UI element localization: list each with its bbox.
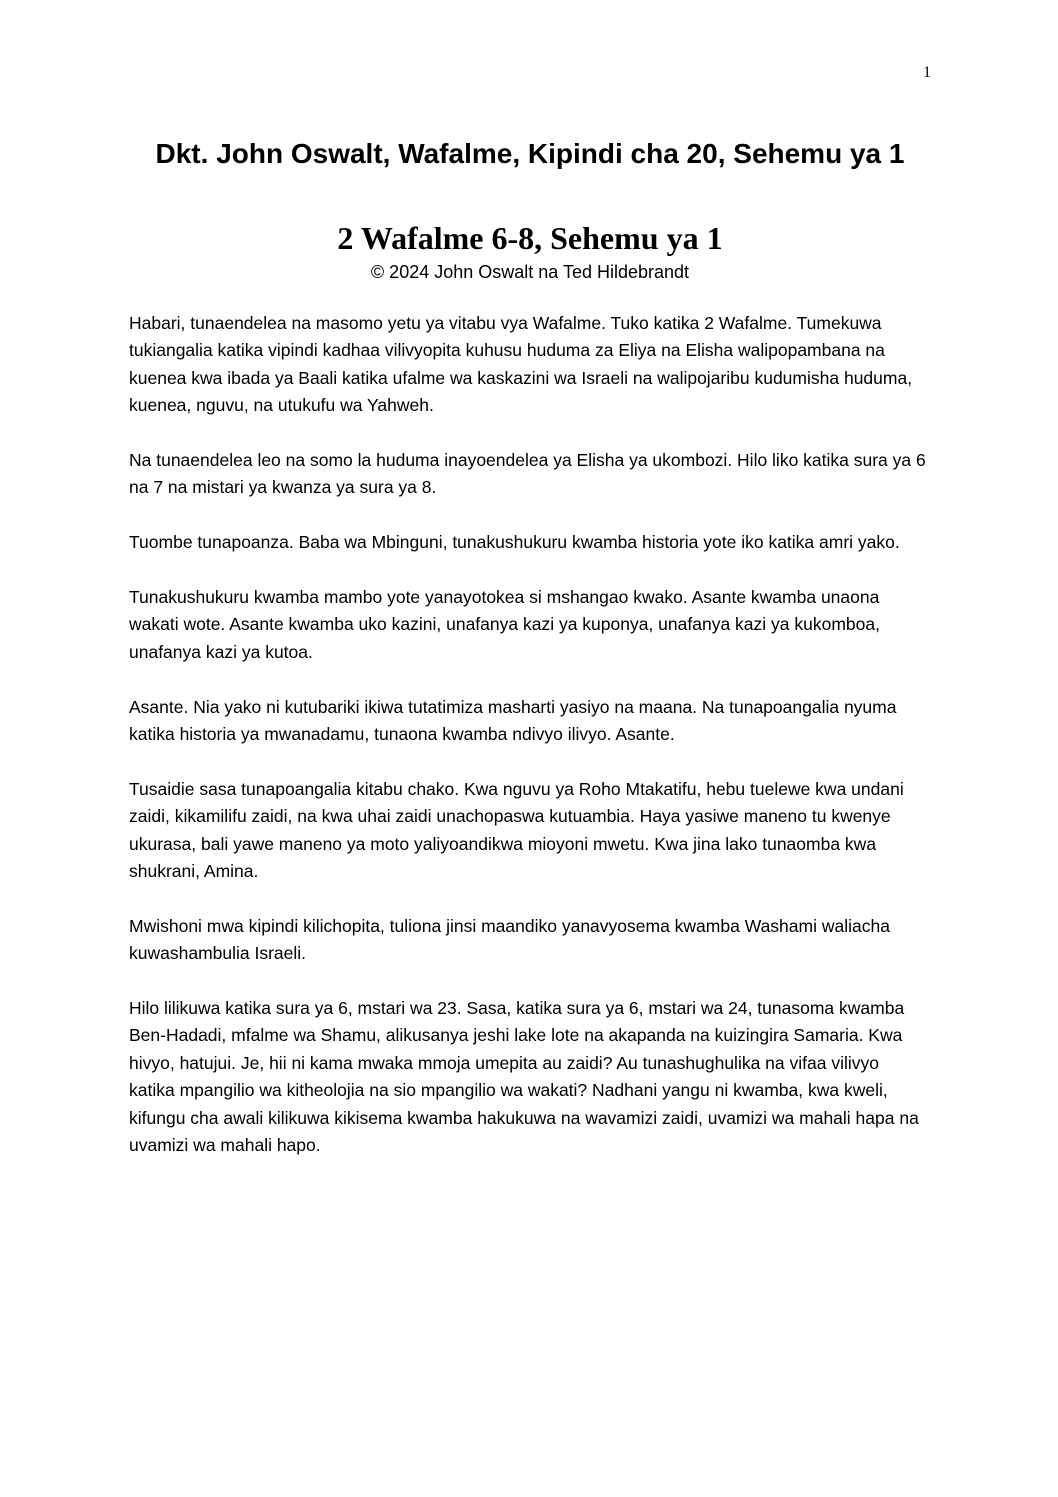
copyright-line: © 2024 John Oswalt na Ted Hildebrandt [370, 262, 690, 282]
paragraph: Na tunaendelea leo na somo la huduma inayoendelea ya Elisha ya ukombozi. Hilo liko katika sura ya 6 na 7 na mistari ya kwanza ya sura ya 8. [129, 450, 926, 498]
document-title: Dkt. John Oswalt, Wafalme, Kipindi cha 20, Sehemu ya 1 [155, 138, 905, 169]
page-number: 1 [923, 64, 931, 81]
paragraph: Asante. Nia yako ni kutubariki ikiwa tutatimiza masharti yasiyo na maana. Na tunapoangalia nyuma katika historia ya mwanadamu, tunaona kwamba ndivyo ilivyo. Asante. [129, 696, 897, 745]
paragraph: Mwishoni mwa kipindi kilichopita, tuliona jinsi maandiko yanavyosema kwamba Washami waliacha kuwashambulia Israeli. [129, 915, 890, 964]
body-text [129, 310, 929, 1187]
paragraph: Tuombe tunapoanza. Baba wa Mbinguni, tunakushukuru kwamba historia yote iko katika amri yako. [129, 532, 900, 553]
paragraph: Hilo lilikuwa katika sura ya 6, mstari wa 23. Sasa, katika sura ya 6, mstari wa 24, tunasoma kwamba Ben-Hadadi, mfalme wa Shamu, alikusanya jeshi lake lote na akapanda na kuizingira Samaria. Kwa hivyo, hatujui. Je, hii ni kama mwaka mmoja umepita au zaidi? Au tunashughulika na vifaa vilivyo katika mpangilio wa kitheolojia na sio mpangilio wa wakati? Nadhani yangu ni kwamba, kwa kweli, kifungu cha awali kilikuwa kikisema kwamba hakukuwa na wavamizi zaidi, uvamizi wa mahali hapa na uvamizi wa mahali hapo. [129, 998, 919, 1156]
paragraph: Tunakushukuru kwamba mambo yote yanayotokea si mshangao kwako. Asante kwamba unaona wakati wote. Asante kwamba uko kazini, unafanya kazi ya kuponya, unafanya kazi ya kukomboa, unafanya kazi ya kutoa. [129, 587, 880, 662]
paragraph: Tusaidie sasa tunapoangalia kitabu chako. Kwa nguvu ya Roho Mtakatifu, hebu tuelewe kwa undani zaidi, kikamilifu zaidi, na kwa uhai zaidi unachopaswa kutuambia. Haya yasiwe maneno tu kwenye ukurasa, bali yawe maneno ya moto yaliyoandikwa mioyoni mwetu. Kwa jina lako tunaomba kwa shukrani, Amina. [129, 778, 904, 882]
paragraph: Habari, tunaendelea na masomo yetu ya vitabu vya Wafalme. Tuko katika 2 Wafalme. Tumekuwa tukiangalia katika vipindi kadhaa vilivyopita kuhusu huduma za Eliya na Elisha walipopambana na kuenea kwa ibada ya Baali katika ufalme wa kaskazini wa Israeli na walipojaribu kudumisha huduma, kuenea, nguvu, na utukufu wa Yahweh. [129, 313, 913, 416]
document-subtitle: 2 Wafalme 6-8, Sehemu ya 1 [337, 220, 723, 256]
